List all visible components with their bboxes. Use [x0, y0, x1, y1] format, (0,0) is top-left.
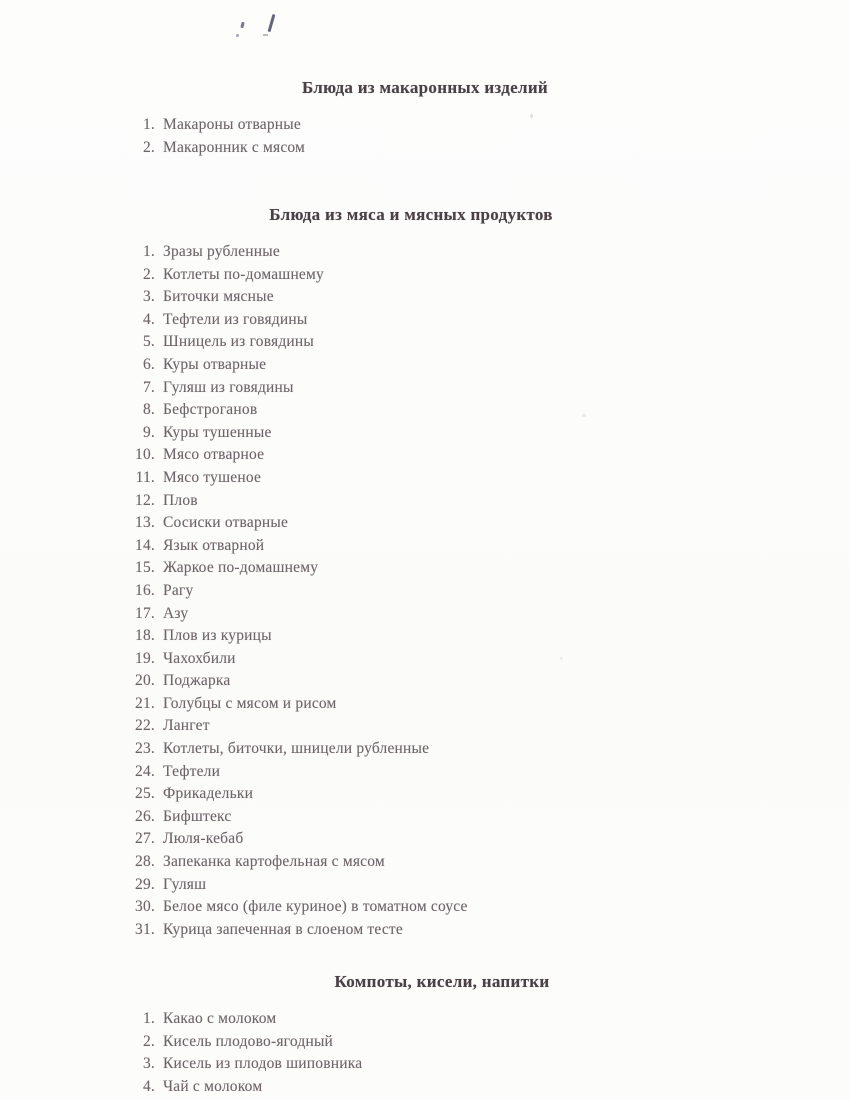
- dish-item: [135, 513, 850, 536]
- dish-name: Котлеты по-домашнему: [163, 265, 324, 283]
- dish-item: [135, 1032, 850, 1055]
- item-number: 17.: [135, 604, 155, 622]
- dish-item: [135, 400, 850, 423]
- item-number: 30.: [135, 898, 155, 916]
- dish-item: [135, 762, 850, 785]
- item-number: 25.: [135, 785, 155, 803]
- dish-name: Плов из курицы: [163, 627, 272, 645]
- dish-item: [135, 310, 850, 333]
- dish-name: Люля-кебаб: [163, 830, 244, 848]
- dish-item: [135, 378, 850, 401]
- item-number: 1.: [142, 1010, 155, 1027]
- dish-list-drinks: [0, 1009, 850, 1099]
- section-title-pasta: Блюда из макаронных изделий: [301, 78, 549, 97]
- item-number: 24.: [135, 762, 155, 780]
- dish-name: Тефтели из говядины: [163, 310, 308, 328]
- dish-name: Азу: [163, 604, 189, 622]
- dish-item: [135, 604, 850, 627]
- dish-item: [135, 875, 850, 898]
- section-title-drinks: Компоты, кисели, напитки: [334, 972, 550, 991]
- dish-item: [135, 491, 850, 514]
- dish-item: [135, 265, 850, 288]
- handwritten-pen-marks: [0, 0, 850, 60]
- item-number: 7.: [142, 378, 155, 396]
- dish-name: Поджарка: [163, 672, 231, 690]
- item-number: 11.: [135, 468, 155, 486]
- section-meat-dishes: [0, 205, 850, 942]
- dish-item: [135, 694, 850, 717]
- dish-name: Куры отварные: [163, 355, 267, 373]
- pen-mark-icon: [268, 14, 275, 32]
- item-number: 3.: [142, 288, 155, 306]
- dish-item: [135, 807, 850, 830]
- item-number: 14.: [135, 536, 155, 554]
- dish-item: [135, 332, 850, 355]
- item-number: 3.: [142, 1055, 155, 1073]
- dish-name: Макароны отварные: [163, 116, 301, 133]
- dish-name: Гуляш: [163, 875, 207, 893]
- dish-name: Язык отварной: [163, 536, 265, 554]
- item-number: 12.: [135, 491, 155, 509]
- item-number: 9.: [142, 423, 155, 441]
- dish-name: Плов: [163, 491, 198, 509]
- dish-name: Мясо тушеное: [163, 468, 262, 486]
- dish-name: Гуляш из говядины: [163, 378, 294, 396]
- item-number: 27.: [135, 830, 155, 848]
- section-title-meat: Блюда из мяса и мясных продуктов: [269, 205, 553, 224]
- dish-item: [135, 287, 850, 310]
- dish-item: [135, 739, 850, 762]
- dish-name: Запеканка картофельная с мясом: [163, 853, 385, 871]
- item-number: 1.: [142, 243, 155, 260]
- dish-item: [135, 784, 850, 807]
- dish-item: [135, 138, 850, 161]
- dish-item: [135, 626, 850, 649]
- item-number: 28.: [135, 853, 155, 871]
- item-number: 5.: [142, 333, 155, 351]
- dish-item: [135, 581, 850, 604]
- pen-mark-icon: [236, 34, 239, 37]
- item-number: 2.: [142, 138, 155, 156]
- item-number: 4.: [142, 1077, 155, 1095]
- dish-item: [135, 1054, 850, 1077]
- item-number: 29.: [135, 875, 155, 893]
- dish-item: [135, 1009, 850, 1032]
- item-number: 2.: [142, 265, 155, 283]
- dish-name: Бефстроганов: [163, 401, 258, 419]
- dish-item: [135, 445, 850, 468]
- dish-name: Жаркое по-домашнему: [163, 559, 319, 577]
- item-number: 18.: [135, 627, 155, 645]
- dish-item: [135, 716, 850, 739]
- dish-name: Чай с молоком: [163, 1077, 263, 1095]
- item-number: 16.: [135, 581, 155, 599]
- item-number: 23.: [135, 740, 155, 758]
- dish-item: [135, 829, 850, 852]
- item-number: 10.: [135, 446, 155, 464]
- dish-item: [135, 1077, 850, 1100]
- dish-item: [135, 649, 850, 672]
- dish-name: Фрикадельки: [163, 785, 254, 803]
- item-number: 22.: [135, 717, 155, 735]
- item-number: 1.: [142, 116, 155, 133]
- dish-item: [135, 558, 850, 581]
- dish-list-pasta: [0, 115, 850, 160]
- dish-name: Зразы рубленные: [163, 243, 280, 260]
- dish-name: Шницель из говядины: [163, 333, 315, 351]
- item-number: 6.: [142, 355, 155, 373]
- dish-list-meat: [0, 242, 850, 942]
- dish-item: [135, 852, 850, 875]
- item-number: 19.: [135, 649, 155, 667]
- dish-item: [135, 897, 850, 920]
- dish-name: Какао с молоком: [163, 1010, 277, 1027]
- dish-item: [135, 242, 850, 265]
- dish-name: Белое мясо (филе куриное) в томатном соусе: [163, 898, 468, 916]
- dish-name: Курица запеченная в слоеном тесте: [163, 920, 403, 938]
- dish-name: Бифштекс: [163, 807, 232, 825]
- dish-name: Лангет: [163, 717, 210, 735]
- dish-item: [135, 920, 850, 943]
- item-number: 2.: [142, 1032, 155, 1050]
- dish-item: [135, 671, 850, 694]
- pen-mark-icon: [263, 34, 268, 36]
- item-number: 13.: [135, 514, 155, 532]
- pen-mark-icon: [240, 22, 244, 29]
- item-number: 4.: [142, 310, 155, 328]
- dish-name: Мясо отварное: [163, 446, 265, 464]
- dish-name: Котлеты, биточки, шницели рубленные: [163, 740, 430, 758]
- dish-name: Кисель плодово-ягодный: [163, 1032, 334, 1050]
- item-number: 8.: [142, 401, 155, 419]
- dish-name: Макаронник с мясом: [163, 138, 306, 156]
- item-number: 26.: [135, 807, 155, 825]
- section-pasta-dishes: [0, 78, 850, 160]
- dish-item: [135, 355, 850, 378]
- dish-name: Куры тушенные: [163, 423, 272, 441]
- dish-item: [135, 423, 850, 446]
- item-number: 20.: [135, 672, 155, 690]
- dish-item: [135, 115, 850, 138]
- dish-name: Чахохбили: [163, 649, 236, 667]
- section-drinks: [0, 972, 850, 1099]
- dish-name: Голубцы с мясом и рисом: [163, 694, 337, 712]
- dish-name: Рагу: [163, 581, 194, 599]
- dish-name: Биточки мясные: [163, 288, 274, 306]
- dish-item: [135, 536, 850, 559]
- dish-item: [135, 468, 850, 491]
- dish-name: Кисель из плодов шиповника: [163, 1055, 363, 1073]
- dish-name: Сосиски отварные: [163, 514, 289, 532]
- dish-name: Тефтели: [163, 762, 221, 780]
- item-number: 15.: [135, 559, 155, 577]
- item-number: 31.: [135, 920, 155, 938]
- item-number: 21.: [135, 694, 155, 712]
